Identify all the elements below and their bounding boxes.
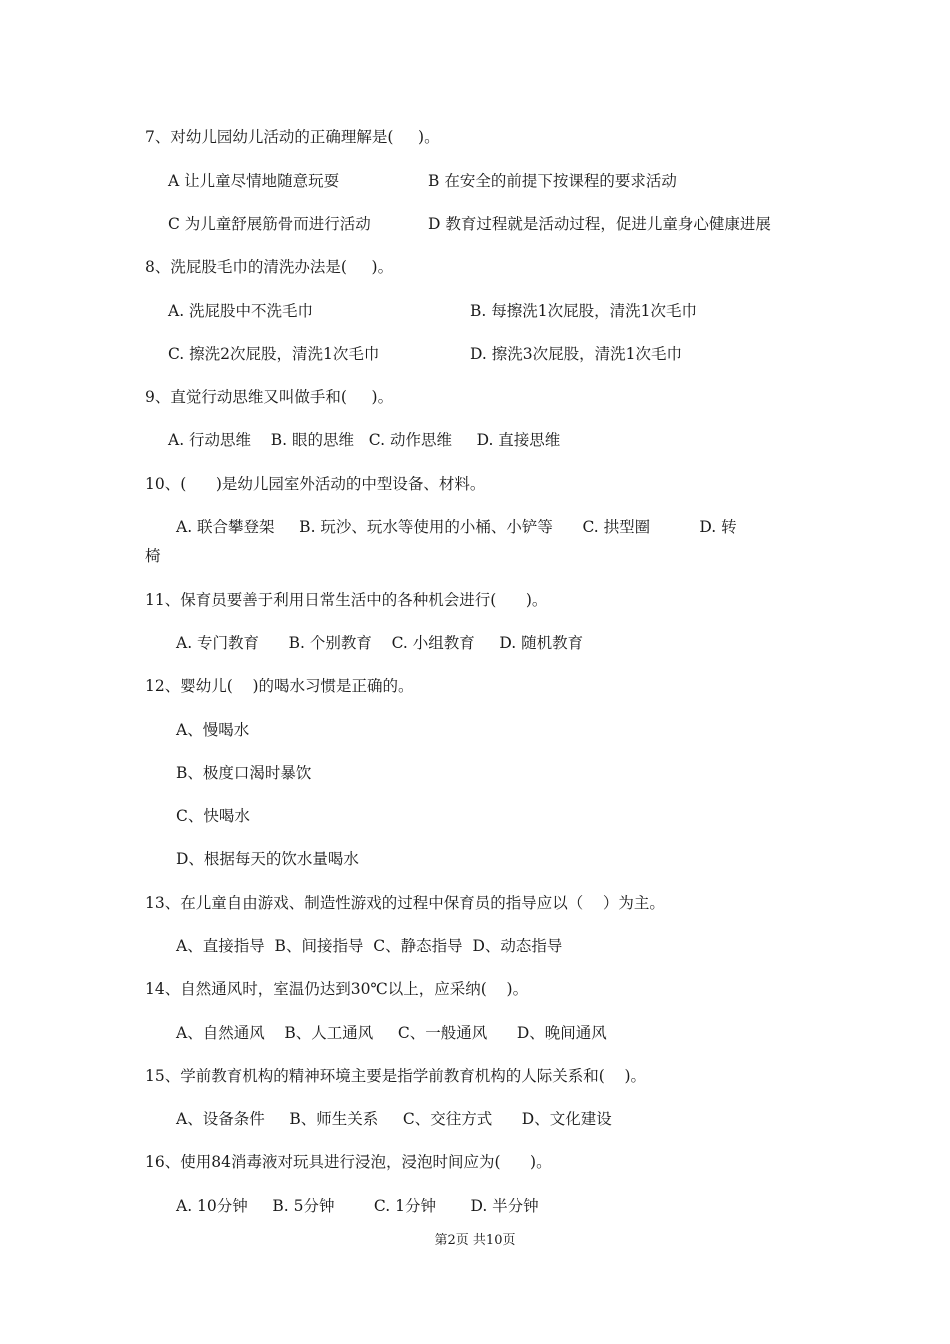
question-10-options: A. 联合攀登架 B. 玩沙、玩水等使用的小桶、小铲等 C. 拱型圈 D. 转 (176, 518, 737, 536)
question-12-option-a: A、慢喝水 (176, 721, 250, 739)
question-12-option-d: D、根据每天的饮水量喝水 (176, 850, 359, 868)
question-13-stem: 13、在儿童自由游戏、制造性游戏的过程中保育员的指导应以（ ）为主。 (145, 894, 665, 912)
question-8-stem: 8、洗屁股毛巾的清洗办法是( )。 (145, 258, 394, 276)
question-14-options: A、自然通风 B、人工通风 C、一般通风 D、晚间通风 (176, 1024, 607, 1042)
question-15-stem: 15、学前教育机构的精神环境主要是指学前教育机构的人际关系和( )。 (145, 1067, 647, 1085)
question-11-stem: 11、保育员要善于利用日常生活中的各种机会进行( )。 (145, 591, 548, 609)
question-12-option-b: B、极度口渴时暴饮 (176, 764, 312, 782)
question-7-stem: 7、对幼儿园幼儿活动的正确理解是( )。 (145, 128, 440, 146)
question-9-options: A. 行动思维 B. 眼的思维 C. 动作思维 D. 直接思维 (168, 431, 561, 449)
question-8-option-c: C. 擦洗2次屁股，清洗1次毛巾 (168, 345, 380, 363)
question-7-option-d: D 教育过程就是活动过程，促进儿童身心健康进展 (428, 215, 771, 233)
question-10-options-wrap: 椅 (145, 547, 161, 565)
question-12-stem: 12、婴幼儿( )的喝水习惯是正确的。 (145, 677, 414, 695)
question-11-options: A. 专门教育 B. 个别教育 C. 小组教育 D. 随机教育 (176, 634, 584, 652)
question-8-option-d: D. 擦洗3次屁股，清洗1次毛巾 (470, 345, 682, 363)
question-8-option-a: A. 洗屁股中不洗毛巾 (168, 302, 314, 320)
question-14-stem: 14、自然通风时，室温仍达到30℃以上，应采纳( )。 (145, 980, 529, 998)
question-13-options: A、直接指导 B、间接指导 C、静态指导 D、动态指导 (176, 937, 563, 955)
question-7-option-a: A 让儿童尽情地随意玩耍 (168, 172, 340, 190)
question-12-option-c: C、快喝水 (176, 807, 250, 825)
page-footer: 第2页 共10页 (434, 1233, 516, 1248)
question-16-options: A. 10分钟 B. 5分钟 C. 1分钟 D. 半分钟 (176, 1197, 539, 1215)
question-10-stem: 10、( )是幼儿园室外活动的中型设备、材料。 (145, 475, 486, 493)
question-9-stem: 9、直觉行动思维又叫做手和( )。 (145, 388, 394, 406)
question-8-option-b: B. 每擦洗1次屁股，清洗1次毛巾 (470, 302, 697, 320)
question-16-stem: 16、使用84消毒液对玩具进行浸泡，浸泡时间应为( )。 (145, 1153, 552, 1171)
question-7-option-b: B 在安全的前提下按课程的要求活动 (428, 172, 677, 190)
question-15-options: A、设备条件 B、师生关系 C、交往方式 D、文化建设 (176, 1110, 612, 1128)
question-7-option-c: C 为儿童舒展筋骨而进行活动 (168, 215, 371, 233)
